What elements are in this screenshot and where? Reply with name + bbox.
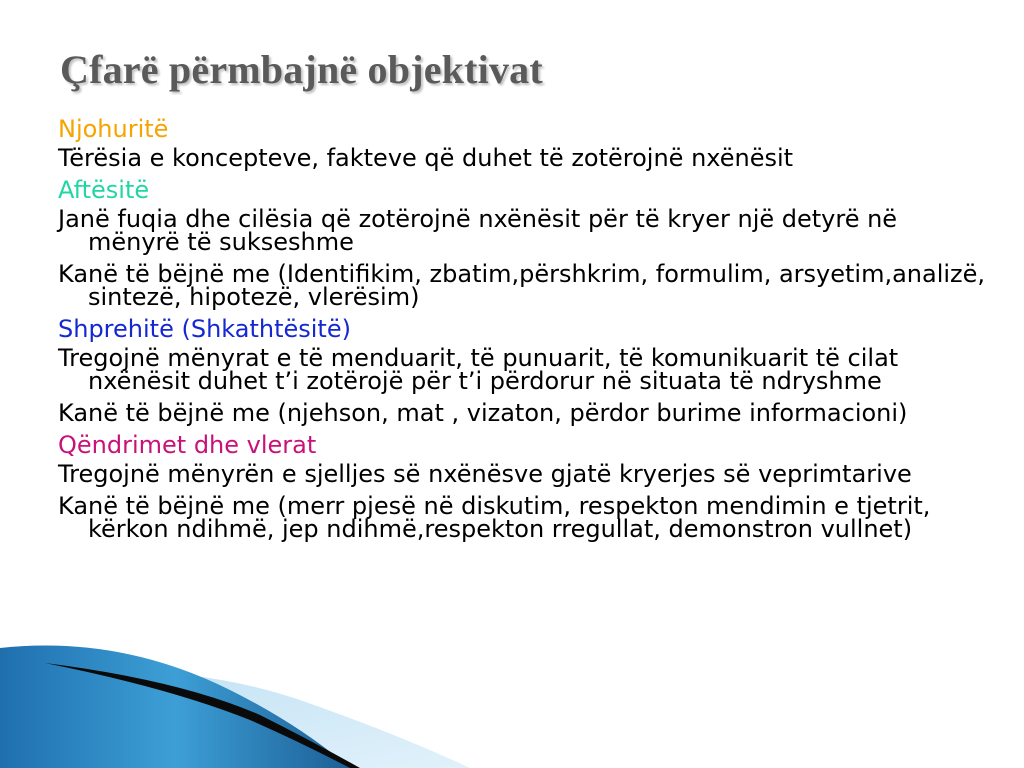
- paragraph-qendrimet-2: Kanë të bëjnë me (merr pjesë në diskutim, respekton mendimin e tjetrit, kërkon ndihmë, jep ndihmë,respekton rregullat, demonstron vullnet): [58, 492, 931, 543]
- paragraph-shprehite-1: Tregojnë mënyrat e të menduarit, të punuarit, të komunikuarit të cilat nxënësit duhet t’i zotërojë për t’i përdorur në situata të ndryshme: [58, 344, 899, 395]
- paragraph-shprehite-2: Kanë të bëjnë me (njehson, mat , vizaton, përdor burime informacioni): [58, 399, 908, 427]
- heading-njohurite: Njohuritë: [58, 115, 169, 143]
- paragraph-njohurite-1: Tërësia e koncepteve, fakteve që duhet të zotërojnë nxënësit: [58, 144, 794, 172]
- heading-shprehite: Shprehitë (Shkathtësitë): [58, 315, 351, 343]
- paragraph-aftesite-1: Janë fuqia dhe cilësia që zotërojnë nxënësit për të kryer një detyrë në mënyrë të sukseshme: [58, 205, 898, 256]
- heading-aftesite: Aftësitë: [58, 176, 150, 204]
- paragraph-qendrimet-1: Tregojnë mënyrën e sjelljes së nxënësve gjatë kryerjes së veprimtarive: [58, 460, 912, 488]
- paragraph-aftesite-2: Kanë të bëjnë me (Identifikim, zbatim,përshkrim, formulim, arsyetim,analizë, sintezë, hipotezë, vlerësim): [58, 260, 986, 311]
- slide-title: Çfarë përmbajnë objektivat: [60, 47, 543, 92]
- heading-qendrimet: Qëndrimet dhe vlerat: [58, 431, 317, 459]
